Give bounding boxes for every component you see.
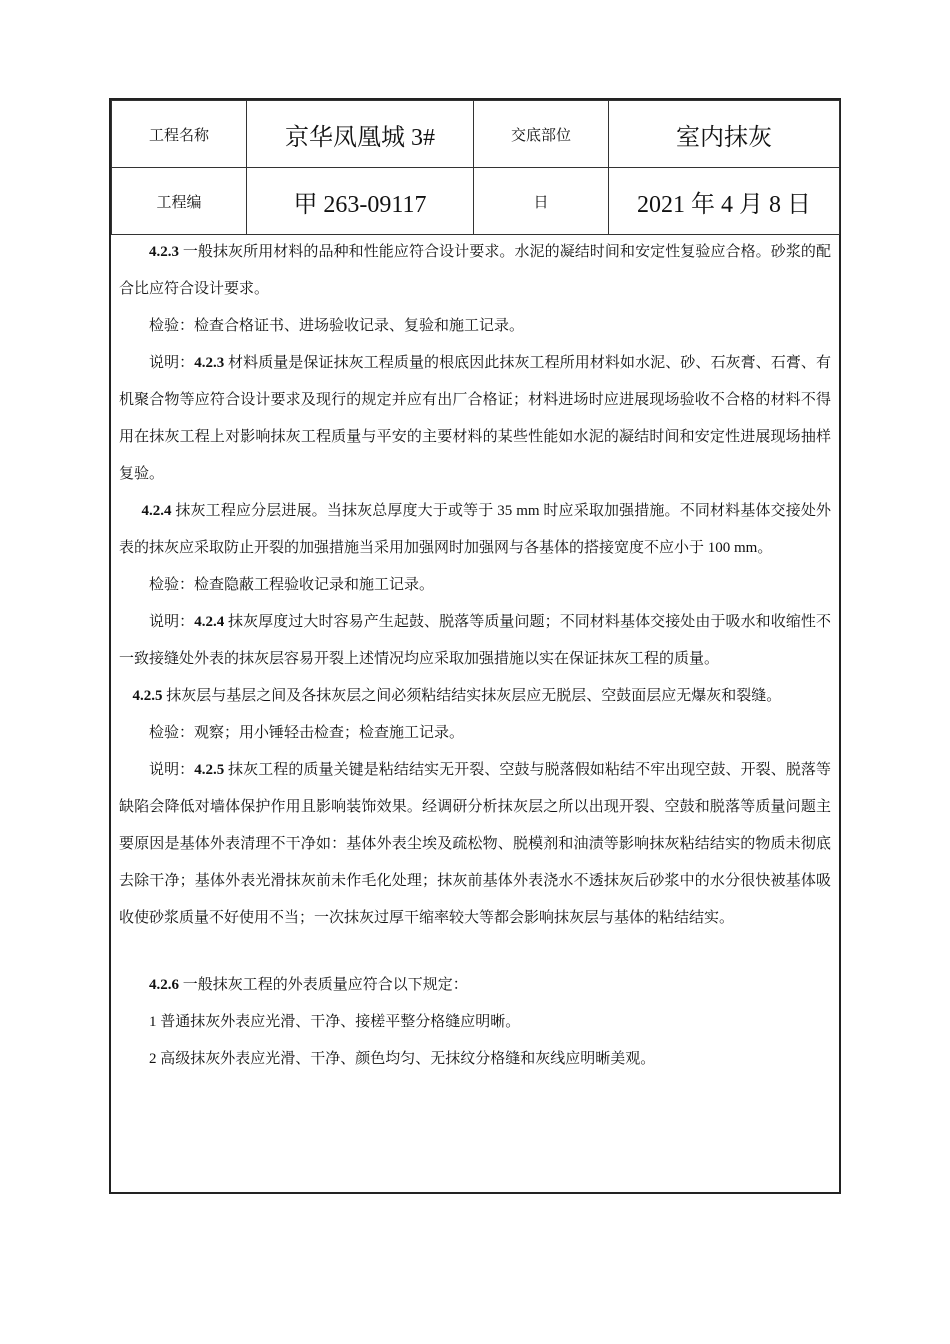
section-4-2-3-check: 检验：检查合格证书、进场验收记录、复验和施工记录。 bbox=[149, 318, 525, 334]
clause-text: 一般抹灰工程的外表质量应符合以下规定： bbox=[179, 977, 468, 993]
header-row-2 bbox=[112, 168, 840, 235]
clause-number: 4.2.4 bbox=[141, 503, 172, 519]
clause-text: 抹灰层与基层之间及各抹灰层之间必须粘结结实抹灰层应无脱层、空鼓面层应无爆灰和裂缝。 bbox=[162, 688, 782, 704]
section-4-2-5-check: 检验：观察；用小锤轻击检查；检查施工记录。 bbox=[149, 725, 465, 741]
document-frame bbox=[109, 98, 841, 1194]
header-table bbox=[111, 100, 840, 235]
date-label: 日 bbox=[474, 168, 609, 235]
note-text: 材料质量是保证抹灰工程质量的根底因此抹灰工程所用材料如水泥、砂、石灰膏、石膏、有机聚合物等应符合设计要求及现行的规定并应有出厂合格证；材料进场时应进展现场验收不合格的材料不得用在抹灰工程上对影响抹灰工程质量与平安的主要材料的某些性能如水泥的凝结时间和安定性进展现场抽样复验。 bbox=[119, 355, 831, 482]
note-text: 抹灰工程的质量关键是粘结结实无开裂、空鼓与脱落假如粘结不牢出现空鼓、开裂、脱落等缺陷会降低对墙体保护作用且影响装饰效果。经调研分析抹灰层之所以出现开裂、空鼓和脱落等质量问题主要原因是基体外表清理不干净如：基体外表尘埃及疏松物、脱模剂和油渍等影响抹灰粘结结实的物质未彻底去除干净；基体外表光滑抹灰前未作毛化处理；抹灰前基体外表浇水不透抹灰后砂浆中的水分很快被基体吸收使砂浆质量不好使用不当；一次抹灰过厚干缩率较大等都会影响抹灰层与基体的粘结结实。 bbox=[119, 762, 831, 926]
section-4-2-3 bbox=[119, 234, 831, 308]
project-no-label: 工程编 bbox=[112, 168, 247, 235]
clause-number: 4.2.3 bbox=[149, 244, 179, 260]
clause-number: 4.2.6 bbox=[149, 977, 179, 993]
section-4-2-6 bbox=[119, 967, 831, 1004]
document-body bbox=[119, 234, 831, 1078]
location-value: 室内抹灰 bbox=[609, 101, 840, 168]
date-value: 2021 年 4 月 8 日 bbox=[609, 168, 840, 235]
section-4-2-5 bbox=[119, 678, 831, 715]
section-4-2-6-item-2: 2 高级抹灰外表应光滑、干净、颜色均匀、无抹纹分格缝和灰线应明晰美观。 bbox=[149, 1051, 656, 1067]
header-row-1 bbox=[112, 101, 840, 168]
clause-number: 4.2.5 bbox=[132, 688, 163, 704]
location-label: 交底部位 bbox=[474, 101, 609, 168]
clause-number: 4.2.4 bbox=[194, 614, 225, 630]
clause-number: 4.2.3 bbox=[194, 355, 225, 371]
note-prefix: 说明： bbox=[149, 762, 195, 778]
section-4-2-4-check: 检验：检查隐蔽工程验收记录和施工记录。 bbox=[149, 577, 435, 593]
clause-text: 抹灰工程应分层进展。当抹灰总厚度大于或等于 35 mm 时应采取加强措施。不同材料基体交接处外表的抹灰应采取防止开裂的加强措施当采用加强网时加强网与各基体的搭接宽度不应小于 100 mm。 bbox=[119, 503, 831, 556]
section-4-2-4-note bbox=[119, 604, 831, 678]
project-name-label: 工程名称 bbox=[112, 101, 247, 168]
note-prefix: 说明： bbox=[149, 614, 195, 630]
clause-text: 一般抹灰所用材料的品种和性能应符合设计要求。水泥的凝结时间和安定性复验应合格。砂浆的配合比应符合设计要求。 bbox=[119, 244, 831, 297]
section-4-2-3-note bbox=[119, 345, 831, 493]
project-name-value: 京华凤凰城 3# bbox=[247, 101, 474, 168]
clause-number: 4.2.5 bbox=[194, 762, 225, 778]
note-prefix: 说明： bbox=[149, 355, 195, 371]
section-4-2-5-note bbox=[119, 752, 831, 937]
project-no-value: 甲 263-09117 bbox=[247, 168, 474, 235]
note-text: 抹灰厚度过大时容易产生起鼓、脱落等质量问题；不同材料基体交接处由于吸水和收缩性不一致接缝处外表的抹灰层容易开裂上述情况均应采取加强措施以实在保证抹灰工程的质量。 bbox=[119, 614, 831, 667]
section-4-2-6-item-1: 1 普通抹灰外表应光滑、干净、接槎平整分格缝应明晰。 bbox=[149, 1014, 521, 1030]
section-4-2-4 bbox=[119, 493, 831, 567]
spacer bbox=[119, 937, 831, 967]
